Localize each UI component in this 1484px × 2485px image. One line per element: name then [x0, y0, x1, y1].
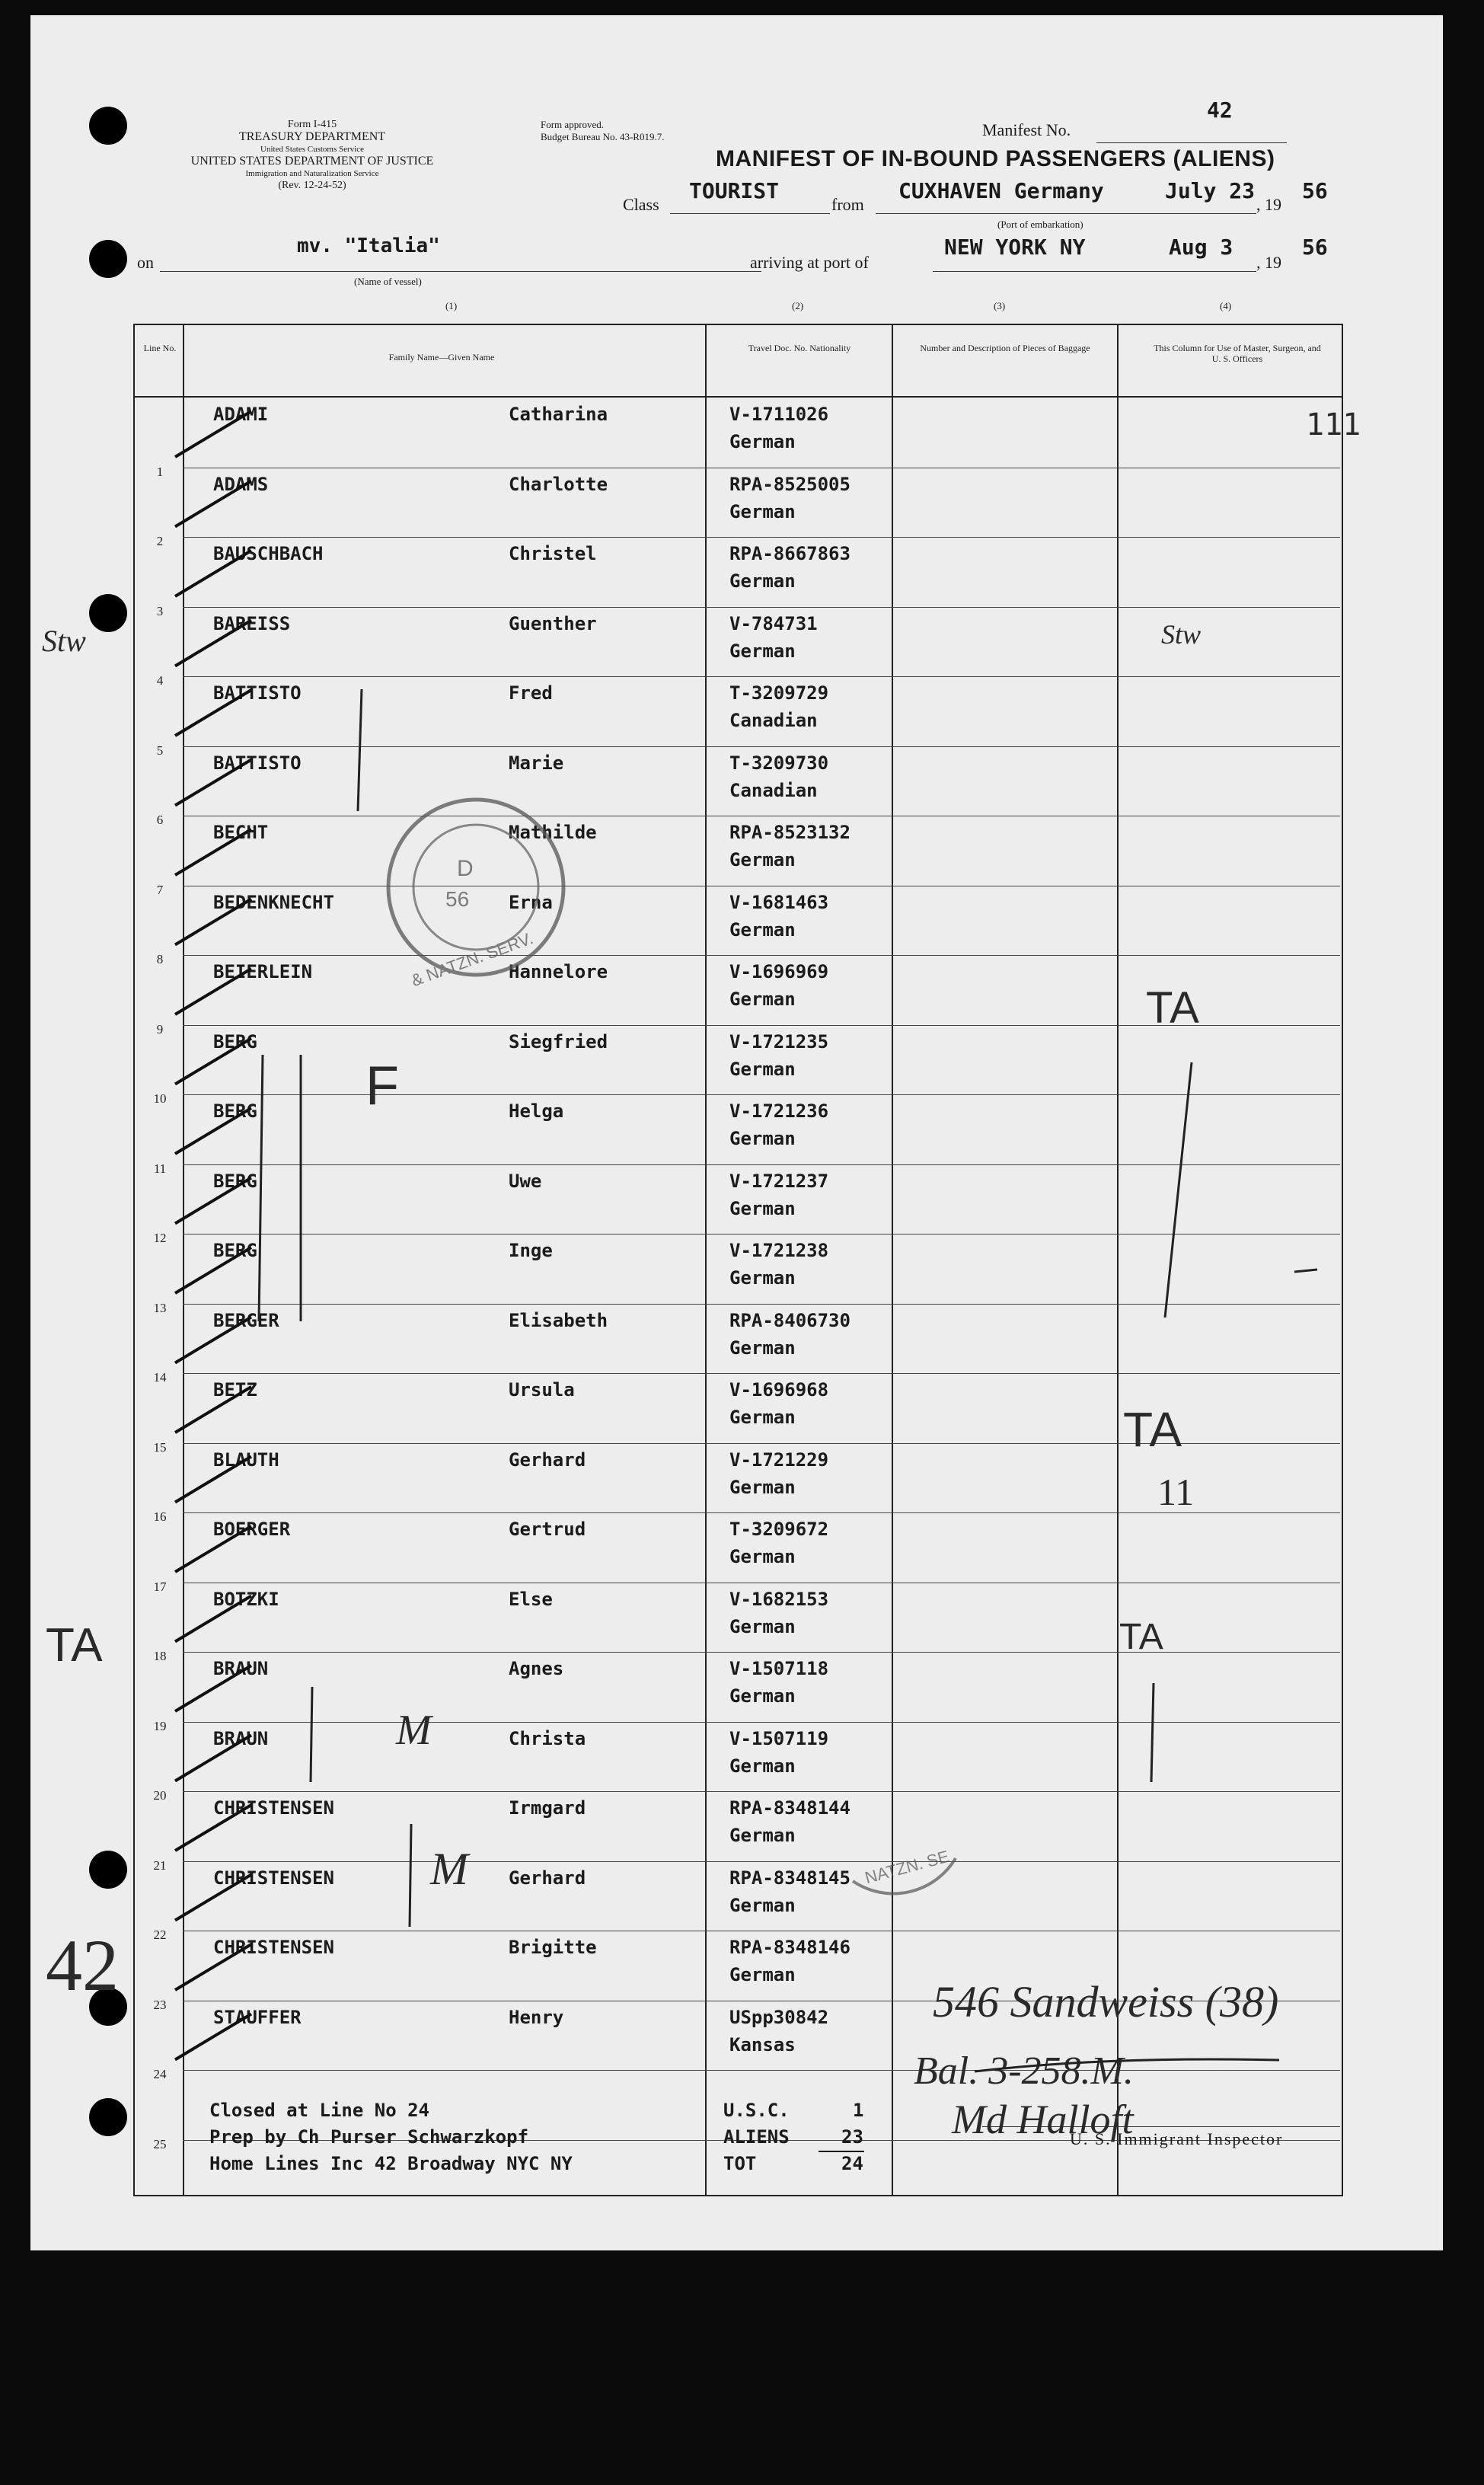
inspection-stamp-partial [853, 1847, 956, 1894]
given-name: Inge [509, 1240, 553, 1261]
family-name: BERG [213, 1030, 257, 1052]
family-name: BOTZKI [213, 1588, 279, 1610]
travel-doc-number: V-1682153 [729, 1588, 829, 1610]
check-mark [175, 1596, 251, 1642]
travel-doc-number: RPA-8348144 [729, 1797, 851, 1819]
family-name: BERG [213, 1100, 257, 1122]
check-mark [175, 481, 251, 527]
travel-doc-number: V-1721238 [729, 1240, 829, 1261]
line-number: 5 [156, 743, 164, 758]
given-name: Else [509, 1588, 553, 1610]
family-name: BECHT [213, 822, 269, 843]
check-mark [175, 1526, 251, 1572]
arrival-year: 56 [1302, 235, 1328, 260]
aliens-label: ALIENS [723, 2126, 790, 2148]
header-baggage: Number and Description of Pieces of Baggage [920, 343, 1090, 353]
travel-doc-number: V-784731 [729, 612, 818, 634]
treasury-dept: TREASURY DEPARTMENT [238, 130, 386, 143]
travel-doc-number: T-3209672 [729, 1519, 829, 1540]
header-travel-doc: Travel Doc. No. Nationality [748, 343, 851, 353]
given-name: Mathilde [509, 822, 597, 843]
line-number: 8 [156, 952, 164, 966]
check-mark [175, 1805, 251, 1851]
family-name: ADAMS [213, 473, 269, 495]
check-mark [175, 1457, 251, 1503]
check-mark [175, 1666, 251, 1711]
arriving-label: arriving at port of [750, 253, 869, 272]
line-number: 19 [153, 1718, 167, 1733]
line-number: 14 [153, 1370, 167, 1385]
given-name: Christa [509, 1727, 586, 1749]
closing-line: Closed at Line No 24 [209, 2100, 429, 2121]
line-number: 1 [156, 464, 164, 479]
bracket-line [410, 1824, 411, 1927]
travel-doc-number: V-1507119 [729, 1727, 829, 1749]
nationality: German [729, 1964, 796, 1985]
check-mark [175, 551, 251, 596]
stamp-letter: D [457, 856, 474, 881]
sandweiss-note: 546 Sandweiss (38) [933, 1977, 1279, 2027]
travel-doc-number: RPA-8406730 [729, 1309, 851, 1331]
check-mark [175, 2014, 251, 2060]
nationality: German [729, 1407, 796, 1428]
given-name: Gerhard [509, 1449, 586, 1471]
stamp-text-2: NATZN. SE [863, 1846, 952, 1888]
m-mark-1: M [396, 1707, 432, 1754]
justice-dept: UNITED STATES DEPARTMENT OF JUSTICE [190, 155, 434, 168]
travel-doc-number: T-3209730 [729, 752, 829, 774]
family-name: BRAUN [213, 1727, 269, 1749]
line-number: 15 [153, 1439, 167, 1455]
ta-margin-mark: TA [46, 1619, 103, 1672]
given-name: Erna [509, 891, 553, 913]
ins-service: Immigration and Naturalization Service [245, 169, 379, 178]
manifest-title: MANIFEST OF IN-BOUND PASSENGERS (ALIENS) [716, 146, 1275, 171]
check-mark [175, 899, 251, 945]
nationality: German [729, 1476, 796, 1498]
travel-doc-number: V-1721229 [729, 1449, 829, 1471]
header-officers: This Column for Use of Master, Surgeon, and U. S. Officers [1154, 343, 1321, 364]
nationality: German [729, 1825, 796, 1846]
travel-doc-number: V-1507118 [729, 1658, 829, 1679]
family-name: ADAMI [213, 404, 269, 425]
ta-mark-2-sub: 11 [1157, 1471, 1195, 1513]
check-mark [175, 969, 251, 1014]
nationality: German [729, 1267, 796, 1289]
check-mark [175, 690, 251, 736]
family-name: BAREISS [213, 612, 291, 634]
line-number: 18 [153, 1649, 167, 1663]
year-prefix-1: , 19 [1256, 195, 1281, 214]
given-name: Charlotte [509, 473, 608, 495]
line-number: 6 [156, 813, 164, 827]
check-mark [175, 1387, 251, 1433]
tot-label: TOT [723, 2153, 757, 2174]
travel-doc-number: RPA-8348145 [729, 1867, 851, 1889]
dash-mark [1294, 1270, 1317, 1272]
check-mark [175, 1944, 251, 1990]
given-name: Fred [509, 682, 553, 704]
nationality: German [729, 849, 796, 870]
ta-mark-1: TA [1146, 983, 1199, 1033]
given-name: Hannelore [509, 961, 608, 982]
family-name: BEIERLEIN [213, 961, 313, 982]
inspector-label: U. S. Immigrant Inspector [1070, 2129, 1284, 2148]
count-annotation: 111 [1306, 407, 1361, 442]
bracket-line [311, 1687, 312, 1782]
arrival-port: NEW YORK NY [944, 235, 1086, 260]
nationality: German [729, 1615, 796, 1637]
line-number: 12 [153, 1231, 167, 1245]
travel-doc-number: T-3209729 [729, 682, 829, 704]
bracket-line [358, 689, 362, 811]
tot-value: 24 [841, 2153, 863, 2174]
nationality: German [729, 1128, 796, 1149]
check-mark [175, 829, 251, 875]
inspection-stamp [388, 800, 563, 990]
family-name: BETZ [213, 1379, 257, 1401]
travel-doc-number: RPA-8348146 [729, 1937, 851, 1958]
given-name: Marie [509, 752, 564, 774]
family-name: BLAUTH [213, 1449, 279, 1471]
line-number: 3 [156, 603, 164, 618]
line-number: 24 [153, 2067, 167, 2081]
ta-mark-3: TA [1119, 1617, 1163, 1657]
nationality: German [729, 989, 796, 1010]
check-mark [175, 1875, 251, 1921]
bracket-line [259, 1055, 263, 1321]
line-number: 13 [153, 1300, 167, 1315]
given-name: Henry [509, 2006, 564, 2028]
given-name: Helga [509, 1100, 564, 1122]
line-number: 7 [156, 882, 164, 897]
manifest-no-value: 42 [1207, 97, 1233, 123]
family-name: BERG [213, 1170, 257, 1192]
line-number: 25 [153, 2136, 167, 2151]
given-name: Irmgard [509, 1797, 586, 1819]
nationality: German [729, 500, 796, 522]
col-num-2: (2) [792, 300, 804, 311]
vessel-note: (Name of vessel) [354, 276, 422, 287]
check-mark [175, 1736, 251, 1781]
given-name: Agnes [509, 1658, 564, 1679]
form-approved: Form approved. [541, 119, 605, 130]
nationality: Canadian [729, 779, 818, 801]
margin-initials: Stw [42, 624, 86, 658]
family-name: BATTISTO [213, 682, 302, 704]
given-name: Siegfried [509, 1030, 608, 1052]
line-number: 4 [156, 673, 164, 688]
port-embark-note: (Port of embarkation) [997, 219, 1083, 230]
form-number: Form I-415 [287, 119, 337, 130]
check-mark [175, 411, 251, 457]
family-name: BERGER [213, 1309, 279, 1331]
family-name: BATTISTO [213, 752, 302, 774]
check-mark [175, 1318, 251, 1363]
embarkation-port: CUXHAVEN Germany [898, 178, 1104, 203]
line-number: 2 [156, 534, 164, 548]
travel-doc-number: RPA-8667863 [729, 543, 851, 564]
nationality: German [729, 1197, 796, 1219]
travel-doc-number: V-1696968 [729, 1379, 829, 1401]
agent-line: Home Lines Inc 42 Broadway NYC NY [209, 2153, 573, 2174]
line-number: 22 [153, 1928, 167, 1942]
nationality: German [729, 918, 796, 941]
class-label: Class [623, 195, 659, 214]
check-mark [175, 1178, 251, 1224]
given-name: Gertrud [509, 1519, 586, 1540]
year-prefix-2: , 19 [1256, 253, 1281, 272]
vessel-name: mv. "Italia" [297, 235, 440, 257]
underline-stroke [975, 2059, 1279, 2071]
page-number-42: 42 [46, 1924, 119, 2006]
given-name: Ursula [509, 1379, 575, 1401]
col-num-4: (4) [1220, 300, 1232, 311]
arrival-date: Aug 3 [1169, 235, 1233, 260]
line-number: 20 [153, 1788, 167, 1803]
ta-bracket-line [1151, 1683, 1154, 1782]
usc-label: U.S.C. [723, 2100, 790, 2121]
given-name: Brigitte [509, 1937, 597, 1958]
from-label: from [831, 195, 864, 214]
family-name: BAUSCHBACH [213, 543, 324, 564]
inspector-signature: Md Halloft [952, 2097, 1134, 2142]
ta-bracket-line [1165, 1062, 1192, 1318]
travel-doc-number: RPA-8525005 [729, 473, 851, 495]
nationality: German [729, 1755, 796, 1777]
family-name: BOERGER [213, 1519, 291, 1540]
line-number: 11 [153, 1161, 167, 1176]
class-value: TOURIST [689, 178, 780, 203]
travel-doc-number: USpp30842 [729, 2006, 829, 2028]
nationality: Canadian [729, 710, 818, 731]
nationality: German [729, 1685, 796, 1707]
travel-doc-number: V-1696969 [729, 961, 829, 982]
travel-doc-number: V-1721235 [729, 1030, 829, 1052]
given-name: Uwe [509, 1170, 542, 1192]
travel-doc-number: V-1721237 [729, 1170, 829, 1192]
nationality: German [729, 1337, 796, 1359]
family-name: CHRISTENSEN [213, 1937, 334, 1958]
on-label: on [137, 253, 154, 272]
given-name: Catharina [509, 404, 608, 425]
officer-initials: Stw [1161, 619, 1202, 650]
line-number: 17 [153, 1579, 167, 1594]
nationality: German [729, 1894, 796, 1916]
ta-mark-2: TA [1123, 1402, 1182, 1457]
line-number: 23 [153, 1997, 167, 2012]
balance-note: Bal. 3-258.M. [914, 2049, 1134, 2093]
check-mark [175, 1108, 251, 1154]
travel-doc-number: V-1681463 [729, 891, 829, 913]
col-num-3: (3) [994, 300, 1006, 311]
pen-strokes [259, 689, 1317, 2071]
family-name: CHRISTENSEN [213, 1797, 334, 1819]
preparer-line: Prep by Ch Purser Schwarzkopf [209, 2126, 529, 2148]
family-name: BEDENKNECHT [213, 891, 334, 913]
budget-bureau: Budget Bureau No. 43-R019.7. [541, 131, 665, 142]
nationality: German [729, 1058, 796, 1080]
travel-doc-number: V-1711026 [729, 404, 829, 425]
family-name: CHRISTENSEN [213, 1867, 334, 1889]
travel-doc-number: RPA-8523132 [729, 822, 851, 843]
nationality: German [729, 431, 796, 452]
given-name: Christel [509, 543, 597, 564]
nationality: German [729, 1546, 796, 1567]
customs-service: United States Customs Service [260, 145, 364, 154]
line-number: 16 [153, 1509, 167, 1524]
aliens-value: 23 [841, 2126, 863, 2148]
given-name: Elisabeth [509, 1309, 608, 1331]
line-number: 21 [153, 1857, 167, 1873]
line-number: 10 [153, 1091, 167, 1106]
embarkation-year: 56 [1302, 178, 1328, 203]
check-mark [175, 621, 251, 666]
family-name: BERG [213, 1240, 257, 1261]
given-name: Gerhard [509, 1867, 586, 1889]
nationality: Kansas [729, 2033, 796, 2055]
travel-doc-number: V-1721236 [729, 1100, 829, 1122]
f-mark: F [365, 1056, 399, 1116]
check-mark [175, 760, 251, 806]
check-mark [175, 1247, 251, 1293]
given-name: Guenther [509, 612, 597, 634]
header-name: Family Name—Given Name [388, 352, 495, 363]
manifest-no-label: Manifest No. [982, 120, 1071, 139]
col-num-1: (1) [445, 300, 458, 311]
check-mark [175, 1039, 251, 1084]
line-number: 9 [156, 1021, 164, 1036]
header-line-no: Line No. [143, 343, 177, 353]
form-revision: (Rev. 12-24-52) [278, 180, 346, 191]
family-name: STAUFFER [213, 2006, 302, 2028]
embarkation-date: July 23 [1165, 178, 1256, 203]
nationality: German [729, 640, 796, 662]
usc-value: 1 [853, 2100, 864, 2121]
stamp-text: & NATZN. SERV. [408, 928, 536, 991]
nationality: German [729, 570, 796, 592]
check-marks [175, 411, 251, 2060]
stamp-number: 56 [445, 887, 470, 911]
m-mark-2: M [430, 1844, 468, 1894]
family-name: BRAUN [213, 1658, 269, 1679]
